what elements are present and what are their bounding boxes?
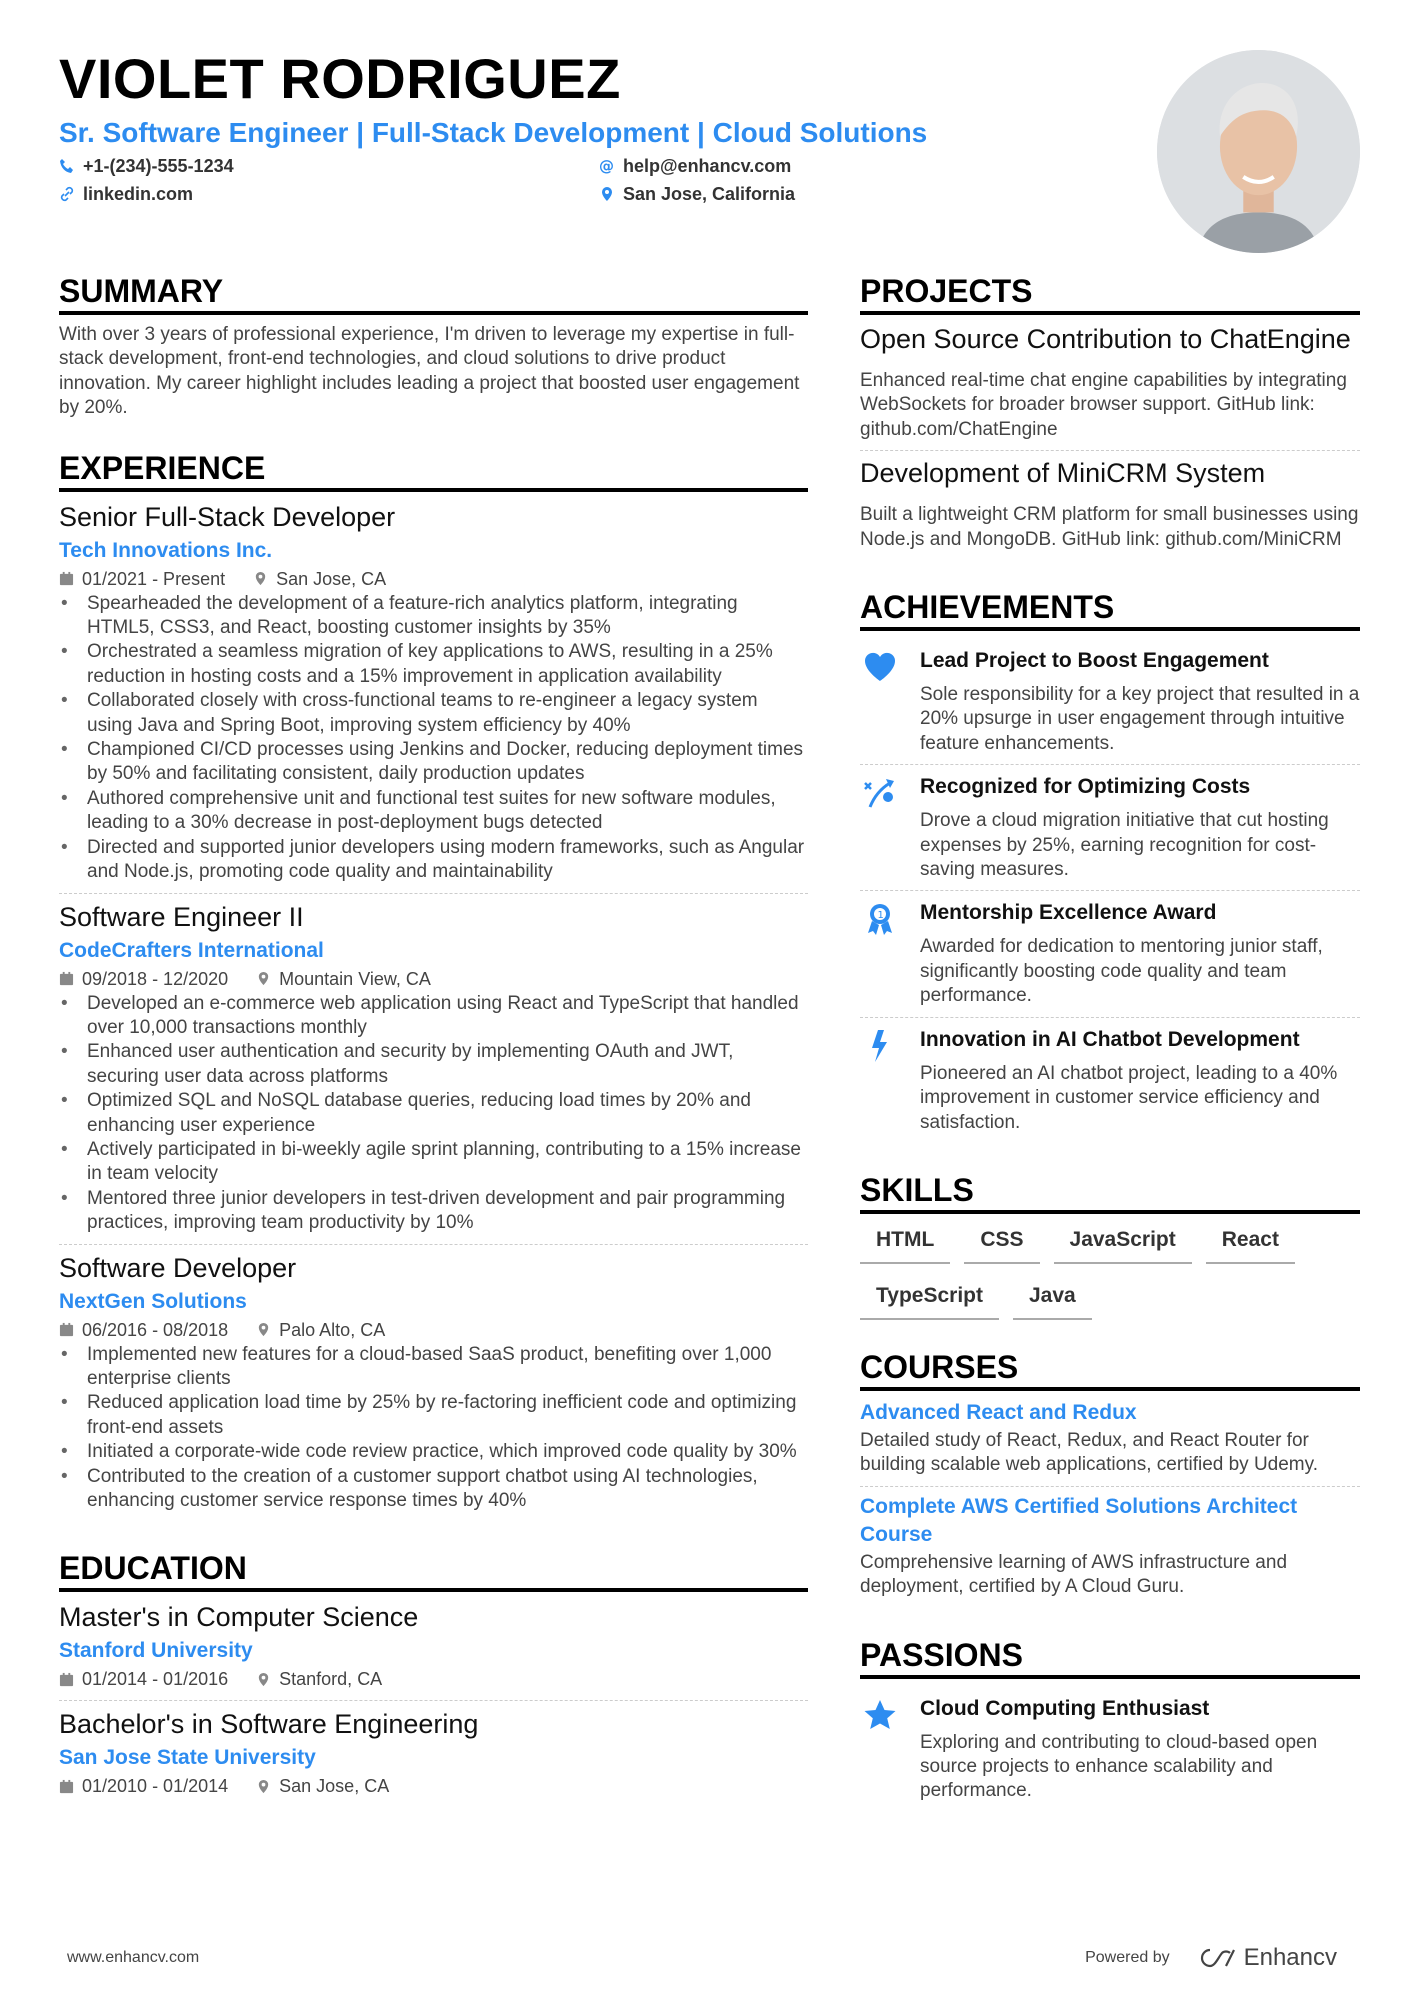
achievement-title: Lead Project to Boost Engagement — [920, 649, 1269, 673]
skill-tag: CSS — [964, 1222, 1039, 1264]
location-pin-icon — [256, 1672, 271, 1687]
skills-section — [860, 1171, 1360, 1320]
right-column — [860, 272, 1360, 1840]
course-description: Comprehensive learning of AWS infrastructure and deployment, certified by A Cloud Guru. — [860, 1551, 1288, 1598]
education-items-entry — [59, 1600, 808, 1701]
contact-email[interactable] — [599, 154, 899, 178]
summary-text: With over 3 years of professional experience, I'm driven to leverage my expertise in full-stack development, front-end technologies, and cloud solutions to drive product innovation. My career highlight includes leading a project that boosted user engagement by 20%. — [59, 324, 800, 419]
education-items-entry — [59, 1707, 808, 1807]
bullet-item: • Enhanced user authentication and security by implementing OAuth and JWT, securing user data across platforms — [59, 1040, 808, 1089]
experience-section — [59, 449, 808, 1522]
experience-items-entry — [59, 500, 808, 894]
bullet-item: • Developed an e-commerce web application using React and TypeScript that handled over 10,000 transactions monthly — [59, 992, 808, 1041]
section-title: EDUCATION — [59, 1549, 808, 1592]
calendar-icon — [59, 571, 74, 586]
achievement-item — [860, 891, 1360, 1017]
profile-photo — [1157, 50, 1360, 253]
section-title: SUMMARY — [59, 272, 808, 315]
achievement-body — [920, 899, 1360, 1008]
entry-location — [256, 966, 431, 992]
enhancv-logo-icon — [1198, 1947, 1238, 1969]
section-title: EXPERIENCE — [59, 449, 808, 492]
role-title: Master's in Computer Science — [59, 1602, 419, 1633]
bullet-item: • Initiated a corporate-wide code review practice, which improved code quality by 30% — [59, 1440, 808, 1464]
achievement-item — [860, 1018, 1360, 1143]
achievement-body — [920, 1695, 1360, 1804]
company-name[interactable]: CodeCrafters International — [59, 938, 324, 962]
location-text: San Jose, CA — [276, 568, 387, 589]
bullet-item: • Implemented new features for a cloud-based SaaS product, benefiting over 1,000 enterprise clients — [59, 1343, 808, 1392]
company-name[interactable]: Tech Innovations Inc. — [59, 538, 273, 562]
location-pin-icon — [256, 971, 271, 986]
entry-meta — [59, 1773, 808, 1799]
course-description: Detailed study of React, Redux, and React Router for building scalable web applications, certified by Udemy. — [860, 1429, 1319, 1476]
achievement-body — [920, 1026, 1360, 1135]
project-title: Development of MiniCRM System — [860, 458, 1266, 489]
achievement-description: Sole responsibility for a key project that resulted in a 20% upsurge in user engagement through intuitive feature enhancements. — [920, 684, 1360, 754]
location-text: San Jose, California — [623, 183, 796, 204]
enhancv-logo[interactable] — [1198, 1944, 1337, 1972]
phone-text: +1-(234)-555-1234 — [83, 155, 234, 176]
skill-tag: Java — [1013, 1278, 1092, 1320]
project-title: Open Source Contribution to ChatEngine — [860, 324, 1351, 354]
date-text: 06/2016 - 08/2018 — [82, 1319, 229, 1340]
experience-items-entry — [59, 900, 808, 1245]
entry-meta — [59, 566, 808, 592]
skill-tag: React — [1206, 1222, 1295, 1264]
bullet-item: • Spearheaded the development of a feature-rich analytics platform, integrating HTML5, CSS3, and React, boosting customer insights by 35% — [59, 592, 808, 641]
resume-header — [59, 48, 959, 206]
lightning-icon — [860, 1026, 900, 1135]
achievement-item — [860, 639, 1360, 765]
entry-location — [256, 1773, 389, 1799]
linkedin-link[interactable]: linkedin.com — [83, 183, 194, 204]
education-section — [59, 1549, 808, 1807]
achievement-title: Innovation in AI Chatbot Development — [920, 1027, 1300, 1051]
link-icon — [59, 186, 75, 202]
location-pin-icon — [253, 571, 268, 586]
location-pin-icon — [599, 186, 615, 202]
courses-section — [860, 1348, 1360, 1608]
role-title: Software Engineer II — [59, 901, 304, 932]
section-title: PASSIONS — [860, 1636, 1360, 1679]
footer — [67, 1944, 1337, 1972]
achievement-item — [860, 1687, 1360, 1812]
entry-location — [256, 1317, 385, 1343]
location-text: Mountain View, CA — [279, 968, 431, 989]
bullet-item: • Mentored three junior developers in test-driven development and pair programming practices, improving team productivity by 10% — [59, 1187, 808, 1236]
email-link[interactable]: help@enhancv.com — [623, 155, 792, 176]
date-range — [59, 1666, 228, 1692]
experience-items-entry — [59, 1251, 808, 1522]
achievement-title: Cloud Computing Enthusiast — [920, 1696, 1210, 1720]
entry-location — [253, 566, 386, 592]
section-title: SKILLS — [860, 1171, 1360, 1214]
website-link[interactable]: www.enhancv.com — [67, 1949, 200, 1966]
date-text: 09/2018 - 12/2020 — [82, 968, 229, 989]
location-text: Stanford, CA — [279, 1669, 383, 1690]
course-title[interactable]: Complete AWS Certified Solutions Architect Course — [860, 1494, 1298, 1546]
summary-section — [59, 272, 808, 421]
course-title[interactable]: Advanced React and Redux — [860, 1400, 1137, 1424]
role-title: Senior Full-Stack Developer — [59, 501, 396, 532]
at-icon — [599, 158, 615, 174]
bullet-item: • Optimized SQL and NoSQL database queries, reducing load times by 20% and enhancing user experience — [59, 1089, 808, 1138]
powered-by-label: Powered by — [1085, 1949, 1170, 1966]
bullet-list — [59, 992, 808, 1236]
achievement-description: Exploring and contributing to cloud-based open source projects to enhance scalability and performance. — [920, 1731, 1318, 1802]
passions-section — [860, 1636, 1360, 1812]
contact-phone — [59, 154, 599, 178]
entry-meta — [59, 966, 808, 992]
achievements-section — [860, 588, 1360, 1143]
calendar-icon — [59, 971, 74, 986]
date-range — [59, 566, 225, 592]
phone-icon — [59, 158, 75, 174]
date-text: 01/2014 - 01/2016 — [82, 1669, 229, 1690]
company-name[interactable]: San Jose State University — [59, 1746, 316, 1770]
role-title: Bachelor's in Software Engineering — [59, 1709, 479, 1740]
achievement-body — [920, 773, 1360, 882]
project-description: Enhanced real-time chat engine capabilities by integrating WebSockets for broader browser support. GitHub link: github.com/ChatEngine — [860, 370, 1347, 440]
location-text: Palo Alto, CA — [279, 1319, 386, 1340]
headline: Sr. Software Engineer | Full-Stack Development | Cloud Solutions — [59, 117, 928, 148]
skill-tag: TypeScript — [860, 1278, 999, 1320]
company-name[interactable]: NextGen Solutions — [59, 1289, 247, 1313]
course-entry — [860, 1493, 1360, 1608]
bullet-item: • Collaborated closely with cross-functional teams to re-engineer a legacy system using Java and Spring Boot, improving system efficiency by 40% — [59, 689, 808, 738]
location-pin-icon — [256, 1322, 271, 1337]
achievement-item — [860, 765, 1360, 891]
role-title: Software Developer — [59, 1252, 297, 1283]
achievement-title: Mentorship Excellence Award — [920, 901, 1217, 925]
svg-text:@: @ — [599, 158, 614, 174]
achievement-title: Recognized for Optimizing Costs — [920, 775, 1251, 799]
bullet-item: • Actively participated in bi-weekly agile sprint planning, contributing to a 15% increase in team velocity — [59, 1138, 808, 1187]
bullet-list — [59, 592, 808, 885]
achievement-description: Drove a cloud migration initiative that cut hosting expenses by 25%, earning recognition for cost-saving measures. — [920, 810, 1329, 881]
strategy-icon — [860, 773, 900, 882]
course-entry — [860, 1399, 1360, 1487]
bullet-item: • Contributed to the creation of a customer support chatbot using AI technologies, enhancing customer service response times by 40% — [59, 1465, 808, 1514]
date-text: 01/2021 - Present — [82, 568, 226, 589]
star-icon — [860, 1695, 900, 1804]
entry-location — [256, 1666, 382, 1692]
contact-linkedin[interactable] — [59, 182, 599, 206]
award-ribbon-icon — [860, 899, 900, 1008]
entry-meta — [59, 1666, 808, 1692]
date-range — [59, 966, 228, 992]
left-column — [59, 272, 808, 1835]
achievement-body — [920, 647, 1360, 756]
calendar-icon — [59, 1779, 74, 1794]
bullet-item: • Reduced application load time by 25% by re-factoring inefficient code and optimizing front-end assets — [59, 1391, 808, 1440]
projects-section — [860, 272, 1360, 560]
section-title: PROJECTS — [860, 272, 1360, 315]
contact-location — [599, 182, 899, 206]
bullet-item: • Directed and supported junior developers using modern frameworks, such as Angular and Node.js, promoting code quality and maintainability — [59, 836, 808, 885]
location-text: San Jose, CA — [279, 1776, 390, 1797]
section-title: COURSES — [860, 1348, 1360, 1391]
section-title: ACHIEVEMENTS — [860, 588, 1360, 631]
skill-tag: JavaScript — [1054, 1222, 1192, 1264]
skill-tag: HTML — [860, 1222, 950, 1264]
bullet-item: • Orchestrated a seamless migration of key applications to AWS, resulting in a 25% reduction in hosting costs and a 15% improvement in application availability — [59, 640, 808, 689]
date-range — [59, 1773, 228, 1799]
svg-text:1: 1 — [877, 910, 884, 922]
calendar-icon — [59, 1322, 74, 1337]
achievement-description: Awarded for dedication to mentoring junior staff, significantly boosting code quality and team performance. — [920, 936, 1323, 1007]
project-entry — [860, 457, 1360, 560]
company-name[interactable]: Stanford University — [59, 1639, 253, 1663]
location-pin-icon — [256, 1779, 271, 1794]
date-range — [59, 1317, 228, 1343]
date-text: 01/2010 - 01/2014 — [82, 1776, 229, 1797]
project-entry — [860, 323, 1360, 451]
heart-icon — [860, 647, 900, 756]
bullet-item: • Authored comprehensive unit and functional test suites for new software modules, leading to a 30% decrease in post-deployment bugs detected — [59, 787, 808, 836]
candidate-name: VIOLET RODRIGUEZ — [59, 47, 621, 110]
entry-meta — [59, 1317, 808, 1343]
bullet-list — [59, 1343, 808, 1514]
bullet-item: • Championed CI/CD processes using Jenkins and Docker, reducing deployment times by 50% and facilitating consistent, daily production updates — [59, 738, 808, 787]
achievement-description: Pioneered an AI chatbot project, leading to a 40% improvement in customer service efficiency and satisfaction. — [920, 1062, 1338, 1133]
brand-name: Enhancv — [1243, 1944, 1337, 1971]
project-description: Built a lightweight CRM platform for small businesses using Node.js and MongoDB. GitHub link: github.com/MiniCRM — [860, 504, 1359, 550]
calendar-icon — [59, 1672, 74, 1687]
